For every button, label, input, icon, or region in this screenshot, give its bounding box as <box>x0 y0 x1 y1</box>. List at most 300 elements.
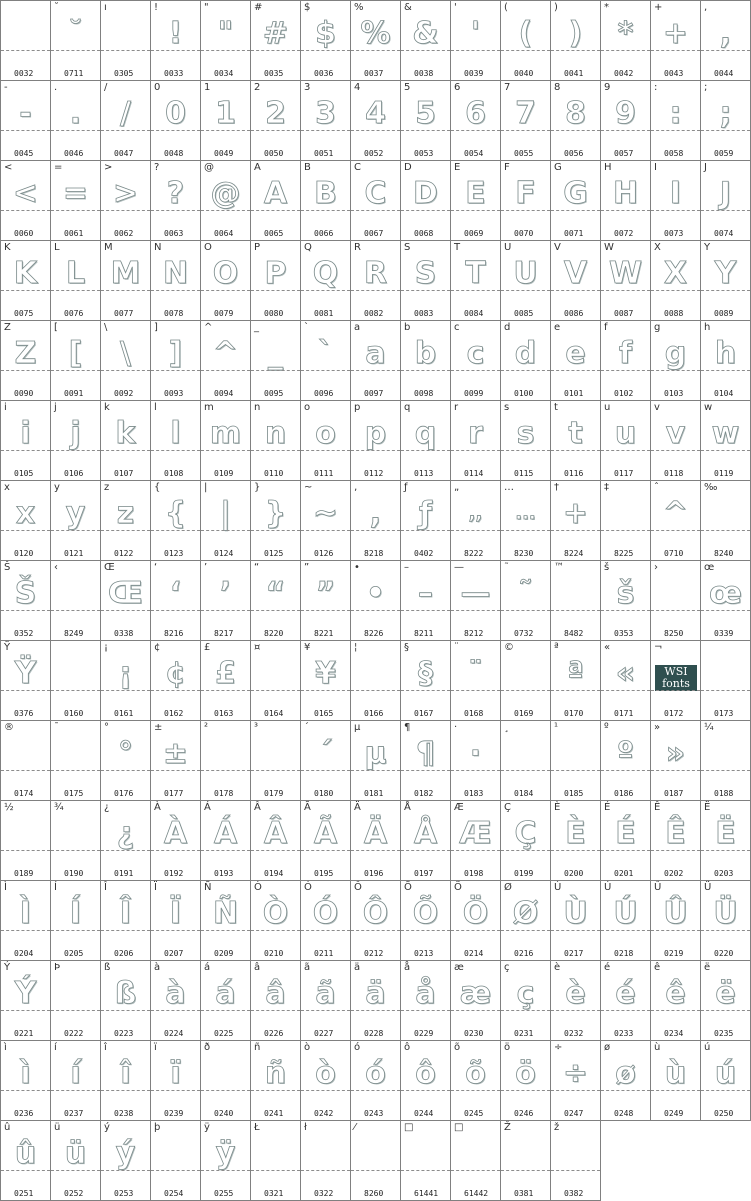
glyph-label: œ <box>704 562 715 573</box>
baseline-guide <box>701 610 750 611</box>
glyph-sample: ¨ <box>468 656 483 691</box>
baseline-guide <box>201 370 250 371</box>
glyph-sample: 2 <box>265 96 286 131</box>
glyph-sample: Ê <box>665 816 686 851</box>
glyph-label: Õ <box>404 882 412 893</box>
glyph-sample: È <box>565 816 586 851</box>
glyph-label: † <box>554 482 559 493</box>
glyph-label: R <box>354 242 361 253</box>
glyph-cell <box>201 401 251 481</box>
glyph-code: 0223 <box>114 1029 134 1038</box>
glyph-label: f <box>604 322 608 333</box>
glyph-cell <box>451 801 501 881</box>
glyph-code: 0072 <box>614 229 634 238</box>
glyph-cell <box>701 241 751 321</box>
glyph-code: 0213 <box>414 949 434 958</box>
glyph-label: > <box>104 162 113 173</box>
glyph-code: 0199 <box>514 869 534 878</box>
glyph-code: 0163 <box>214 709 234 718</box>
glyph-cell <box>251 321 301 401</box>
glyph-cell <box>651 561 701 641</box>
glyph-cell <box>251 641 301 721</box>
glyph-cell <box>701 81 751 161</box>
glyph-code: 0254 <box>164 1189 184 1198</box>
glyph-code: 0082 <box>364 309 384 318</box>
glyph-sample: š <box>616 576 635 611</box>
glyph-label: Ø <box>504 882 512 893</box>
glyph-cell <box>201 801 251 881</box>
glyph-cell <box>551 241 601 321</box>
glyph-label: ð <box>204 1042 211 1053</box>
glyph-sample: Î <box>119 896 132 931</box>
glyph-cell <box>201 1 251 81</box>
baseline-guide <box>501 210 550 211</box>
glyph-cell <box>201 961 251 1041</box>
glyph-sample: L <box>65 256 86 291</box>
glyph-label: ¾ <box>54 802 64 813</box>
glyph-code: 0165 <box>314 709 334 718</box>
glyph-cell <box>501 321 551 401</box>
glyph-cell <box>701 881 751 961</box>
glyph-code: 0184 <box>514 789 534 798</box>
glyph-label: r <box>454 402 459 413</box>
glyph-label: Î <box>104 882 107 893</box>
baseline-guide <box>101 610 150 611</box>
glyph-label: à <box>154 962 161 973</box>
baseline-guide <box>451 770 500 771</box>
glyph-code: 0060 <box>14 229 34 238</box>
glyph-cell <box>651 641 701 721</box>
glyph-label: ƒ <box>404 482 408 493</box>
glyph-code: 0042 <box>614 69 634 78</box>
glyph-sample: ÷ <box>562 1056 589 1091</box>
glyph-sample: O <box>212 256 239 291</box>
glyph-code: 0239 <box>164 1109 184 1118</box>
glyph-cell <box>101 641 151 721</box>
glyph-sample: $ <box>315 16 336 51</box>
baseline-guide <box>151 930 200 931</box>
baseline-guide <box>601 770 650 771</box>
glyph-cell <box>51 641 101 721</box>
glyph-label: þ <box>154 1122 161 1133</box>
glyph-label: û <box>4 1122 11 1133</box>
baseline-guide <box>51 930 100 931</box>
glyph-code: 0250 <box>714 1109 734 1118</box>
glyph-label: Q <box>304 242 312 253</box>
glyph-label: 9 <box>604 82 611 93</box>
glyph-sample: ý <box>115 1136 136 1171</box>
glyph-sample: < <box>12 176 39 211</box>
glyph-cell <box>351 641 401 721</box>
glyph-label: i <box>4 402 7 413</box>
glyph-code: 0070 <box>514 229 534 238</box>
baseline-guide <box>101 530 150 531</box>
glyph-label: A <box>254 162 261 173</box>
glyph-label: Ä <box>354 802 361 813</box>
glyph-code: 0084 <box>464 309 484 318</box>
glyph-cell <box>51 1121 101 1201</box>
glyph-code: 0056 <box>564 149 584 158</box>
glyph-sample: Z <box>14 336 37 371</box>
glyph-label: À <box>154 802 161 813</box>
glyph-label: Ý <box>4 962 11 973</box>
glyph-cell <box>551 401 601 481</box>
baseline-guide <box>651 1010 700 1011</box>
glyph-cell <box>301 241 351 321</box>
baseline-guide <box>601 850 650 851</box>
glyph-sample: H <box>612 176 639 211</box>
glyph-code: 0225 <box>214 1029 234 1038</box>
glyph-code: 0248 <box>614 1109 634 1118</box>
glyph-label: p <box>354 402 361 413</box>
baseline-guide <box>101 1090 150 1091</box>
glyph-cell <box>651 321 701 401</box>
glyph-code: 0204 <box>14 949 34 958</box>
glyph-sample: 4 <box>365 96 386 131</box>
glyph-label: · <box>454 722 458 733</box>
glyph-sample: Ü <box>713 896 738 931</box>
glyph-sample: y <box>65 496 86 531</box>
glyph-cell <box>101 961 151 1041</box>
glyph-sample: u <box>614 416 637 451</box>
glyph-code: 0207 <box>164 949 184 958</box>
glyph-cell <box>501 881 551 961</box>
baseline-guide <box>551 210 600 211</box>
glyph-code: 0076 <box>64 309 84 318</box>
baseline-guide <box>301 770 350 771</box>
glyph-label: ¦ <box>354 642 358 653</box>
glyph-cell <box>251 481 301 561</box>
glyph-sample: ¥ <box>315 656 336 691</box>
glyph-code: 0171 <box>614 709 634 718</box>
glyph-cell <box>451 1 501 81</box>
glyph-sample: * <box>617 16 634 51</box>
baseline-guide <box>401 770 450 771</box>
glyph-sample: ‘ <box>169 576 182 611</box>
glyph-code: 0090 <box>14 389 34 398</box>
glyph-label: ? <box>154 162 160 173</box>
glyph-cell <box>651 401 701 481</box>
glyph-label: › <box>654 562 658 573</box>
glyph-sample: i <box>20 416 31 451</box>
glyph-cell <box>701 1 751 81</box>
glyph-label: ı <box>104 2 107 13</box>
glyph-sample: o <box>315 416 336 451</box>
glyph-sample: ' <box>470 16 481 51</box>
baseline-guide <box>301 1010 350 1011</box>
glyph-cell <box>151 881 201 961</box>
glyph-cell <box>601 161 651 241</box>
glyph-code: 0071 <box>564 229 584 238</box>
glyph-code: 0162 <box>164 709 184 718</box>
glyph-sample: S <box>414 256 437 291</box>
glyph-sample: F <box>515 176 536 211</box>
glyph-code: 0123 <box>164 549 184 558</box>
glyph-sample: Ò <box>262 896 289 931</box>
glyph-cell <box>1 801 51 881</box>
glyph-label: O <box>204 242 212 253</box>
glyph-label: ‹ <box>54 562 58 573</box>
baseline-guide <box>251 290 300 291</box>
glyph-cell <box>301 1 351 81</box>
glyph-label: ò <box>304 1042 311 1053</box>
glyph-sample: á <box>215 976 236 1011</box>
glyph-sample: ,, <box>468 503 483 524</box>
glyph-cell <box>151 161 201 241</box>
glyph-sample: T <box>465 256 486 291</box>
glyph-code: 0120 <box>14 549 34 558</box>
glyph-sample: î <box>120 1056 131 1091</box>
glyph-label: Ì <box>4 882 7 893</box>
glyph-sample: ´ <box>318 736 333 771</box>
glyph-cell <box>351 801 401 881</box>
glyph-code: 0089 <box>714 309 734 318</box>
glyph-code: 0249 <box>664 1109 684 1118</box>
glyph-code: 0234 <box>664 1029 684 1038</box>
glyph-sample: 9 <box>615 96 636 131</box>
glyph-label: B <box>304 162 311 173</box>
glyph-label: „ <box>454 482 460 493</box>
glyph-code: 0065 <box>264 229 284 238</box>
glyph-cell <box>1 401 51 481</box>
glyph-code: 0218 <box>614 949 634 958</box>
glyph-label: 7 <box>504 82 511 93</box>
glyph-label: ⁄ <box>354 1122 356 1133</box>
glyph-sample: A <box>263 176 288 211</box>
baseline-guide <box>201 610 250 611</box>
glyph-sample: Ú <box>613 896 638 931</box>
glyph-code: 0114 <box>464 469 484 478</box>
glyph-label: Ž <box>504 1122 511 1133</box>
glyph-code: 0104 <box>714 389 734 398</box>
glyph-code: 0241 <box>264 1109 284 1118</box>
glyph-label: d <box>504 322 511 333</box>
baseline-guide <box>501 690 550 691</box>
glyph-label: ª <box>554 642 559 653</box>
glyph-cell <box>451 401 501 481</box>
glyph-sample: @ <box>210 176 241 211</box>
glyph-label: Ÿ <box>4 642 11 653</box>
glyph-label: • <box>354 562 360 573</box>
glyph-label: w <box>704 402 713 413</box>
glyph-label: . <box>54 82 58 93</box>
glyph-cell <box>351 1 401 81</box>
glyph-sample: x <box>15 496 36 531</box>
glyph-cell <box>301 961 351 1041</box>
glyph-code: 0191 <box>114 869 134 878</box>
glyph-cell <box>401 561 451 641</box>
glyph-label: … <box>504 482 514 493</box>
glyph-label: e <box>554 322 561 333</box>
glyph-cell <box>601 241 651 321</box>
glyph-label: ý <box>104 1122 110 1133</box>
glyph-label: Ü <box>704 882 712 893</box>
glyph-cell <box>401 241 451 321</box>
glyph-code: 0212 <box>364 949 384 958</box>
glyph-cell <box>401 961 451 1041</box>
glyph-sample: % <box>360 16 391 51</box>
glyph-cell <box>601 561 651 641</box>
glyph-label: P <box>254 242 261 253</box>
glyph-code: 0100 <box>514 389 534 398</box>
glyph-code: 0058 <box>664 149 684 158</box>
glyph-code: 0230 <box>464 1029 484 1038</box>
glyph-sample: Ý <box>14 976 37 1011</box>
glyph-sample: R <box>363 256 388 291</box>
baseline-guide <box>101 1010 150 1011</box>
glyph-label: ™ <box>554 562 564 573</box>
glyph-code: 0126 <box>314 549 334 558</box>
glyph-sample: • <box>365 576 386 611</box>
baseline-guide <box>201 130 250 131</box>
glyph-sample: n <box>264 416 287 451</box>
glyph-label: } <box>254 482 261 493</box>
glyph-label: ” <box>304 562 310 573</box>
glyph-cell <box>1 961 51 1041</box>
baseline-guide <box>451 50 500 51</box>
glyph-code: 8222 <box>464 549 484 558</box>
glyph-label: ñ <box>254 1042 261 1053</box>
glyph-code: 0093 <box>164 389 184 398</box>
glyph-label: H <box>604 162 612 173</box>
glyph-code: 0200 <box>564 869 584 878</box>
glyph-cell <box>251 721 301 801</box>
glyph-cell <box>151 1041 201 1121</box>
baseline-guide <box>701 370 750 371</box>
baseline-guide <box>51 850 100 851</box>
glyph-label: m <box>204 402 214 413</box>
glyph-code: 0353 <box>614 629 634 638</box>
glyph-label: å <box>404 962 411 973</box>
glyph-label: ó <box>354 1042 361 1053</box>
glyph-label: 6 <box>454 82 461 93</box>
glyph-sample: º <box>617 736 634 771</box>
baseline-guide <box>501 290 550 291</box>
baseline-guide <box>701 850 750 851</box>
baseline-guide <box>401 290 450 291</box>
glyph-code: 0085 <box>514 309 534 318</box>
glyph-label: Ł <box>254 1122 260 1133</box>
glyph-label: “ <box>254 562 260 573</box>
glyph-label: , <box>704 2 708 13</box>
glyph-code: 0255 <box>214 1189 234 1198</box>
glyph-label: ž <box>554 1122 560 1133</box>
glyph-cell <box>401 401 451 481</box>
glyph-code: 8220 <box>264 629 284 638</box>
glyph-cell <box>151 321 201 401</box>
glyph-label: ½ <box>4 802 14 813</box>
glyph-code: 0194 <box>264 869 284 878</box>
glyph-code: 0242 <box>314 1109 334 1118</box>
baseline-guide <box>101 450 150 451</box>
baseline-guide <box>301 1090 350 1091</box>
baseline-guide <box>201 1170 250 1171</box>
glyph-label: n <box>254 402 261 413</box>
glyph-cell <box>401 721 451 801</box>
baseline-guide <box>101 770 150 771</box>
glyph-label: ¯ <box>54 722 59 733</box>
glyph-sample: ê <box>665 976 686 1011</box>
glyph-cell <box>51 561 101 641</box>
glyph-label: á <box>204 962 211 973</box>
glyph-label: î <box>104 1042 107 1053</box>
glyph-cell <box>51 721 101 801</box>
glyph-sample: z <box>116 496 135 531</box>
glyph-cell <box>151 1121 201 1201</box>
glyph-sample: « <box>615 656 636 691</box>
baseline-guide <box>301 530 350 531</box>
glyph-cell <box>1 1121 51 1201</box>
baseline-guide <box>451 530 500 531</box>
glyph-code: 0210 <box>264 949 284 958</box>
baseline-guide <box>551 690 600 691</box>
glyph-code: 0033 <box>164 69 184 78</box>
glyph-cell <box>501 801 551 881</box>
glyph-code: 0118 <box>664 469 684 478</box>
glyph-label: í <box>54 1042 57 1053</box>
glyph-label: ÿ <box>204 1122 210 1133</box>
glyph-label: ˘ <box>54 2 59 13</box>
glyph-sample: ¢ <box>165 656 186 691</box>
glyph-code: 0054 <box>464 149 484 158</box>
glyph-code: 0711 <box>64 69 84 78</box>
glyph-label: ° <box>104 722 109 733</box>
glyph-sample: l <box>170 416 181 451</box>
baseline-guide <box>701 50 750 51</box>
baseline-guide <box>601 1090 650 1091</box>
glyph-label: ô <box>404 1042 411 1053</box>
glyph-code: 8250 <box>664 629 684 638</box>
glyph-cell <box>351 321 401 401</box>
glyph-label: F <box>504 162 510 173</box>
glyph-sample: û <box>14 1136 37 1171</box>
glyph-sample: r <box>468 416 483 451</box>
glyph-cell <box>551 801 601 881</box>
glyph-label: Û <box>654 882 662 893</box>
wsi-fonts-logo: WSI fonts <box>655 665 697 691</box>
glyph-label: N <box>154 242 162 253</box>
baseline-guide <box>151 770 200 771</box>
glyph-sample: + <box>662 16 689 51</box>
glyph-label: ¨ <box>454 642 459 653</box>
glyph-code: 0087 <box>614 309 634 318</box>
glyph-code: 0252 <box>64 1189 84 1198</box>
glyph-sample: æ <box>459 976 492 1011</box>
glyph-code: 0229 <box>414 1029 434 1038</box>
glyph-label: | <box>204 482 208 493</box>
glyph-code: 0251 <box>14 1189 34 1198</box>
glyph-cell <box>351 721 401 801</box>
baseline-guide <box>101 690 150 691</box>
glyph-sample: d <box>514 336 537 371</box>
glyph-code: 0106 <box>64 469 84 478</box>
glyph-label: q <box>404 402 411 413</box>
glyph-label: Â <box>254 802 261 813</box>
glyph-cell <box>401 1041 451 1121</box>
glyph-cell <box>151 1 201 81</box>
glyph-cell <box>51 481 101 561</box>
glyph-code: 0222 <box>64 1029 84 1038</box>
glyph-cell <box>301 561 351 641</box>
glyph-sample: ü <box>64 1136 87 1171</box>
glyph-code: 0080 <box>264 309 284 318</box>
glyph-cell <box>101 1041 151 1121</box>
glyph-cell <box>401 481 451 561</box>
baseline-guide <box>351 50 400 51</box>
glyph-label: ; <box>704 82 708 93</box>
glyph-code: 0036 <box>314 69 334 78</box>
baseline-guide <box>51 450 100 451</box>
